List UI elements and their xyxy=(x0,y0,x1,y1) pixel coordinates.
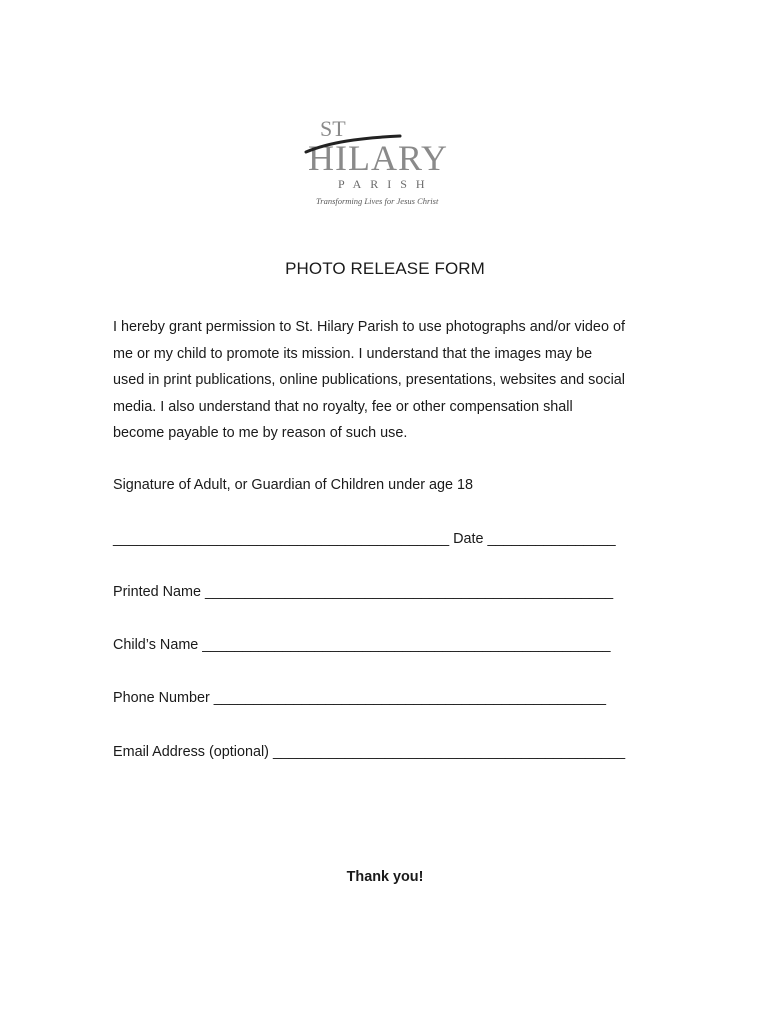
st-hilary-logo-graphic xyxy=(300,112,470,212)
logo-parish: PARISH xyxy=(338,177,434,191)
permission-statement xyxy=(113,314,673,447)
signature-label: Signature of Adult, or Guardian of Children under age 18 xyxy=(113,477,474,493)
form-title: PHOTO RELEASE FORM xyxy=(285,259,485,278)
permission-line-4: media. I also understand that no royalty, fee or other compensation shall xyxy=(113,398,573,415)
phone-number-field[interactable]: Phone Number _________________________________________________ xyxy=(113,690,606,706)
permission-line-5: become payable to me by reason of such use. xyxy=(113,425,408,442)
permission-line-3: used in print publications, online publications, presentations, websites and social xyxy=(113,372,625,389)
thank-you-note: Thank you! xyxy=(346,869,424,885)
email-address-field[interactable]: Email Address (optional) ____________________________________________ xyxy=(113,744,626,760)
parish-logo xyxy=(300,112,470,212)
signature-date-field[interactable]: __________________________________________ Date ________________ xyxy=(113,531,616,547)
childs-name-field[interactable]: Child’s Name ___________________________________________________ xyxy=(113,637,611,653)
permission-line-2: me or my child to promote its mission. I understand that the images may be xyxy=(113,345,593,362)
logo-st: ST xyxy=(320,116,346,141)
printed-name-field[interactable]: Printed Name ___________________________________________________ xyxy=(113,584,614,600)
logo-name: HILARY xyxy=(308,138,448,178)
logo-tagline: Transforming Lives for Jesus Christ xyxy=(316,196,439,206)
permission-line-1: I hereby grant permission to St. Hilary Parish to use photographs and/or video of xyxy=(113,319,625,335)
